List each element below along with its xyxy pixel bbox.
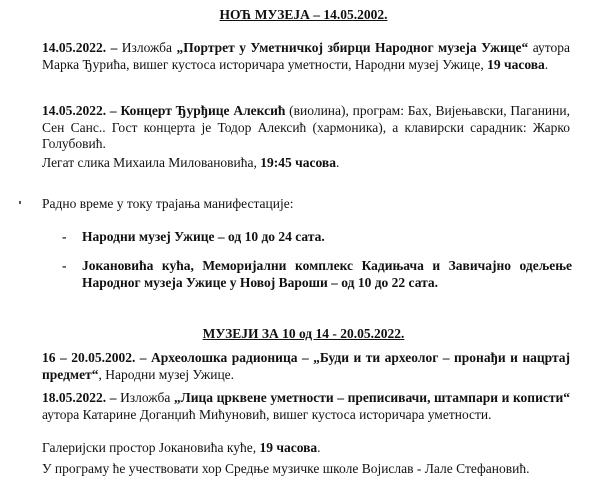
event-church-art-exhibition xyxy=(42,390,570,423)
event-title: Археолошка радионица – „Буди и ти археолог – пронађи и нацртај предмет“ xyxy=(42,350,571,382)
event-legacy xyxy=(42,155,570,172)
event-end: . xyxy=(317,440,321,455)
event-title: „Лица црквене уметности – преписивачи, штампари и кописти“ xyxy=(173,390,571,405)
event-date: 16 – 20.05.2002. xyxy=(42,350,136,365)
event-description: аутора Катарине Доганџић Мићуновић, вишег кустоса историчара уметности. xyxy=(42,406,492,422)
hours-bullet-other-venues xyxy=(62,258,572,291)
event-description: , Народни музеј Ужице. xyxy=(98,366,235,382)
event-end: . xyxy=(335,155,340,170)
event-description: Легат слика Михаила Миловановића, xyxy=(42,155,261,170)
section-heading-museum-night: НОЋ МУЗЕЈА – 14.05.2002. xyxy=(219,7,388,22)
choir-note: У програму ће учествовати хор Средње музичке школе Војислав - Лале Стефановић. xyxy=(42,461,530,476)
event-portrait-exhibition xyxy=(42,40,570,73)
working-hours-intro: Радно време у току трајања манифестације: xyxy=(42,196,294,211)
event-description: Галеријски простор Јокановића куће, xyxy=(42,440,260,455)
event-archaeology-workshop xyxy=(42,350,570,383)
event-type: Изложба xyxy=(120,390,174,405)
bullet-dash: - xyxy=(62,258,67,273)
bullet-text: Народни музеј Ужице – од 10 до 24 сата. xyxy=(82,229,325,244)
event-description: (виолина), програм: Бах, Вијењавски, Паганини, Сен Санс.. Гост концерта је Тодор Алексић (хармоника), а клавирски сарадник: Жарко Голубовић. xyxy=(42,103,570,151)
section-heading-museums-for-10: МУЗЕЈИ ЗА 10 од 14 - 20.05.2022. xyxy=(202,326,405,341)
event-concert xyxy=(42,103,570,153)
event-gallery xyxy=(42,440,570,457)
event-dash: – xyxy=(106,103,121,118)
event-dash: – xyxy=(135,350,152,365)
bullet-text: Јокановића кућа, Меморијални комплекс Кадињача и Завичајно одељење Народног музеја Ужице у Новој Вароши – од 10 до 22 сата. xyxy=(82,258,572,290)
event-type: Изложба xyxy=(121,40,177,55)
event-date: 14.05.2022. xyxy=(42,40,107,55)
event-dash: – xyxy=(106,390,121,405)
scan-mark xyxy=(19,201,21,204)
event-time: 19:45 часова xyxy=(260,155,336,170)
event-date: 14.05.2022. xyxy=(42,103,107,118)
bullet-dash: - xyxy=(62,229,67,244)
event-time: 19 часова xyxy=(487,56,545,72)
event-title: „Портрет у Уметничкој збирци Народног музеја Ужице“ xyxy=(176,40,529,55)
event-dash: – xyxy=(106,40,122,55)
event-date: 18.05.2022. xyxy=(42,390,107,405)
event-time: 19 часова xyxy=(259,440,318,455)
hours-bullet-main-museum xyxy=(62,229,572,246)
event-title: Концерт Ђурђице Алексић xyxy=(120,103,286,118)
event-end: . xyxy=(544,56,549,72)
event-description: аутора Марка Ђурића, вишег кустоса историчара уметности, Народни музеј Ужице, xyxy=(42,40,570,72)
